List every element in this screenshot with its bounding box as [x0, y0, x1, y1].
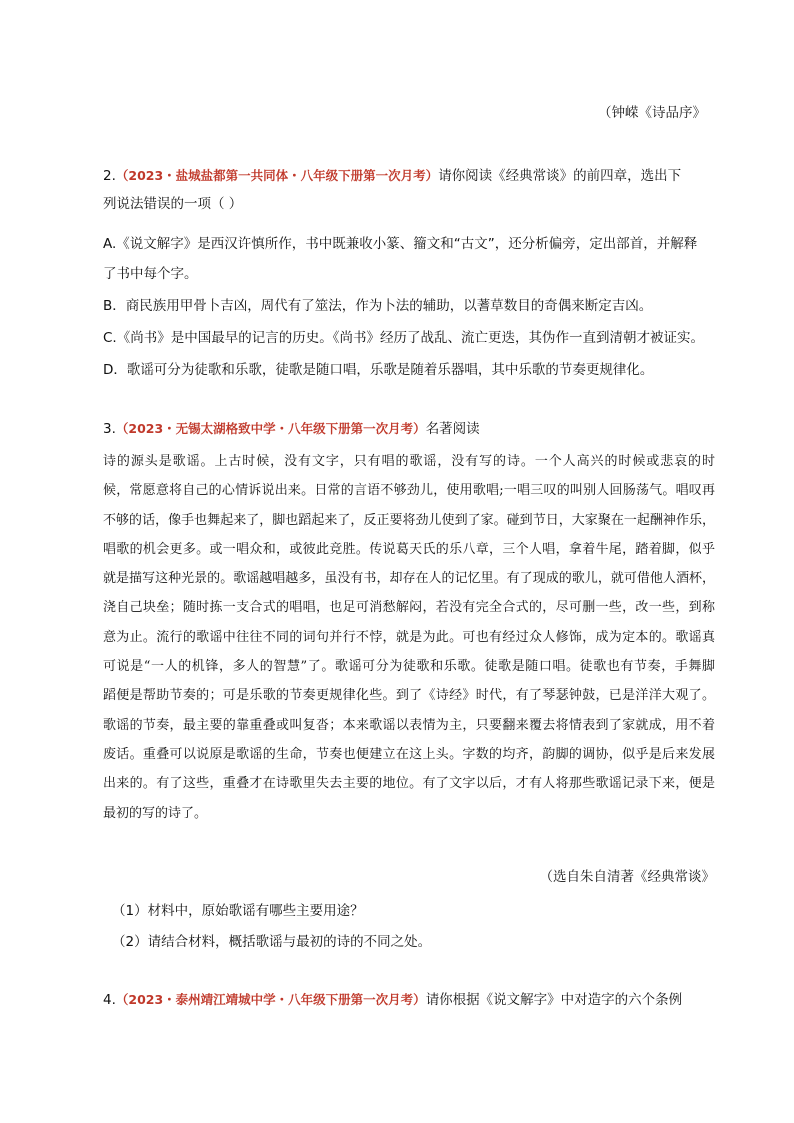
passage-line: 不够的话，像手也舞起来了，脚也蹈起来了，反正要将劲儿使到了家。碰到节日，大家聚在一起酬神作乐， [103, 512, 715, 528]
question-3-title: 名著阅读 [425, 421, 480, 437]
question-3-header [103, 418, 480, 440]
top-source-citation: （钟嵘《诗品序》 [598, 105, 706, 121]
question-2-prompt: 请你阅读《经典常谈》的前四章，选出下 [438, 168, 682, 184]
question-4-number: 4. [103, 992, 116, 1008]
question-2-header [103, 165, 681, 187]
passage-line: 浇自己块垒；随时拣一支合式的唱唱，也足可消愁解闷，若没有完全合式的，尽可删一些，改一些，到称 [103, 600, 715, 616]
reading-passage [103, 447, 715, 828]
passage-line: 蹈便是帮助节奏的；可是乐歌的节奏更规律化些。到了《诗经》时代，有了琴瑟钟鼓，已是洋洋大观了。 [103, 688, 715, 704]
passage-line: 废话。重叠可以说原是歌谣的生命，节奏也便建立在这上头。字数的均齐，韵脚的调协，似乎是后来发展 [103, 746, 715, 762]
passage-line: 唱歌的机会更多。或一唱众和，或彼此竞胜。传说葛天氏的乐八章，三个人唱，拿着牛尾，踏着脚，似乎 [103, 541, 715, 557]
option-c: C.《尚书》是中国最早的记言的历史。《尚书》经历了战乱、流亡更迭，其伪作一直到清朝才被证实。 [103, 330, 704, 346]
option-b: B．商民族用甲骨卜吉凶，周代有了筮法，作为卜法的辅助，以蓍草数目的奇偶来断定吉凶。 [103, 298, 653, 314]
passage-line: 最初的写的诗了。 [103, 805, 208, 821]
question-3-number: 3. [103, 421, 116, 437]
question-4-prompt: 请你根据《说文解字》中对造字的六个条例 [425, 992, 683, 1008]
question-4-source-tag: （2023・泰州靖江靖城中学・八年级下册第一次月考） [115, 992, 426, 1007]
sub-question-2: （2）请结合材料，概括歌谣与最初的诗的不同之处。 [112, 934, 432, 950]
passage-line: 可说是“一人的机锋，多人的智慧”了。歌谣可分为徒歌和乐歌。徒歌是随口唱。徒歌也有节奏，手舞脚 [103, 659, 715, 675]
passage-line: 意为止。流行的歌谣中往往不同的词句并行不悖，就是为此。可也有经过众人修饰，成为定本的。歌谣真 [103, 629, 715, 645]
passage-line: 诗的源头是歌谣。上古时候，没有文字，只有唱的歌谣，没有写的诗。一个人高兴的时候或悲哀的时 [103, 454, 715, 469]
passage-line: 就是描写这种光景的。歌谣越唱越多，虽没有书，却存在人的记忆里。有了现成的歌儿，就可借他人酒杯， [103, 571, 715, 587]
passage-line: 歌谣的节奏，最主要的靠重叠或叫复沓；本来歌谣以表情为主，只要翻来覆去将情表到了家就成，用不着 [103, 717, 715, 733]
question-2-prompt-continued: 列说法错误的一项（ ） [103, 196, 243, 212]
sub-question-1: （1）材料中，原始歌谣有哪些主要用途？ [112, 903, 364, 919]
question-2-number: 2. [103, 168, 116, 184]
passage-line: 候，常愿意将自己的心情诉说出来。日常的言语不够劲儿，使用歌唱;一唱三叹的叫别人回肠荡气。唱叹再 [103, 483, 715, 499]
option-d: D．歌谣可分为徒歌和乐歌，徒歌是随口唱，乐歌是随着乐器唱，其中乐歌的节奏更规律化。 [103, 362, 654, 378]
option-a: A.《说文解字》是西汉许慎所作，书中既兼收小篆、籀文和“古文”，还分析偏旁，定出部首，并解释 [103, 236, 698, 252]
passage-line: 出来的。有了这些，重叠才在诗歌里失去主要的地位。有了文字以后，才有人将那些歌谣记录下来，便是 [103, 776, 715, 792]
option-a-continued: 了书中每个字。 [103, 266, 198, 282]
question-2-source-tag: （2023・盐城盐都第一共同体・八年级下册第一次月考） [115, 168, 439, 183]
question-3-source-tag: （2023・无锡太湖格致中学・八年级下册第一次月考） [115, 421, 426, 436]
question-4-header [103, 989, 682, 1011]
passage-citation: （选自朱自清著《经典常谈》 [539, 869, 715, 885]
